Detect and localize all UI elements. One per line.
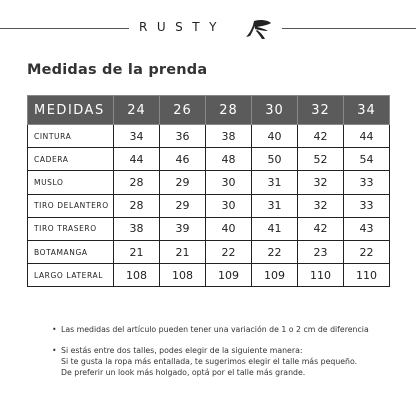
brand-name: RUSTY	[139, 20, 226, 34]
table-header-row	[28, 96, 390, 125]
table-cell: 21	[160, 240, 206, 263]
table-cell: 110	[344, 264, 390, 287]
row-label: MUSLO	[28, 171, 114, 194]
table-header-cell: 24	[114, 96, 160, 125]
table-cell: 22	[344, 240, 390, 263]
table-row	[28, 217, 390, 240]
size-chart-table	[27, 95, 390, 287]
table-cell: 42	[298, 217, 344, 240]
notes-section	[52, 324, 412, 388]
rusty-r-logo-icon	[244, 17, 274, 41]
row-label: CINTURA	[28, 125, 114, 148]
row-label: TIRO TRASERO	[28, 217, 114, 240]
table-row	[28, 148, 390, 171]
table-cell: 39	[160, 217, 206, 240]
table-cell: 48	[206, 148, 252, 171]
table-cell: 31	[252, 194, 298, 217]
table-header-cell: 32	[298, 96, 344, 125]
note-line: Las medidas del artículo pueden tener una variación de 1 o 2 cm de diferencia	[61, 325, 369, 334]
table-header-cell: 30	[252, 96, 298, 125]
table-cell: 40	[252, 125, 298, 148]
note-line: De preferir un look más holgado, optá por el talle más grande.	[61, 368, 306, 377]
table-cell: 32	[298, 194, 344, 217]
table-cell: 41	[252, 217, 298, 240]
table-header-cell: MEDIDAS	[28, 96, 114, 125]
table-cell: 31	[252, 171, 298, 194]
table-cell: 50	[252, 148, 298, 171]
table-cell: 44	[114, 148, 160, 171]
table-cell: 30	[206, 171, 252, 194]
row-label: CADERA	[28, 148, 114, 171]
table-row	[28, 171, 390, 194]
table-cell: 34	[114, 125, 160, 148]
table-cell: 54	[344, 148, 390, 171]
table-row	[28, 125, 390, 148]
note-item	[52, 345, 412, 378]
table-cell: 52	[298, 148, 344, 171]
table-cell: 109	[206, 264, 252, 287]
table-cell: 33	[344, 171, 390, 194]
table-cell: 108	[160, 264, 206, 287]
table-row	[28, 264, 390, 287]
table-cell: 38	[114, 217, 160, 240]
brand-divider-right	[282, 28, 416, 29]
table-row	[28, 194, 390, 217]
table-cell: 22	[252, 240, 298, 263]
table-cell: 22	[206, 240, 252, 263]
table-cell: 40	[206, 217, 252, 240]
table-cell: 109	[252, 264, 298, 287]
table-cell: 32	[298, 171, 344, 194]
table-header-cell: 34	[344, 96, 390, 125]
table-cell: 43	[344, 217, 390, 240]
brand-divider-left	[0, 28, 129, 29]
page-title: Medidas de la prenda	[27, 62, 208, 78]
note-line: Si estás entre dos talles, podes elegir de la siguiente manera:	[61, 346, 303, 355]
table-cell: 110	[298, 264, 344, 287]
table-cell: 30	[206, 194, 252, 217]
bullet-icon: •	[52, 346, 57, 355]
table-cell: 42	[298, 125, 344, 148]
table-header-cell: 28	[206, 96, 252, 125]
table-cell: 23	[298, 240, 344, 263]
table-cell: 46	[160, 148, 206, 171]
table-cell: 108	[114, 264, 160, 287]
brand-bar	[0, 17, 416, 41]
table-cell: 44	[344, 125, 390, 148]
row-label: BOTAMANGA	[28, 240, 114, 263]
table-row	[28, 240, 390, 263]
table-cell: 33	[344, 194, 390, 217]
table-cell: 36	[160, 125, 206, 148]
row-label: LARGO LATERAL	[28, 264, 114, 287]
note-item	[52, 324, 412, 335]
table-cell: 29	[160, 194, 206, 217]
row-label: TIRO DELANTERO	[28, 194, 114, 217]
table-cell: 29	[160, 171, 206, 194]
table-cell: 28	[114, 171, 160, 194]
table-cell: 28	[114, 194, 160, 217]
bullet-icon: •	[52, 325, 57, 334]
note-line: Si te gusta la ropa más entallada, te sugerimos elegir el talle más pequeño.	[61, 357, 358, 366]
table-cell: 38	[206, 125, 252, 148]
table-header-cell: 26	[160, 96, 206, 125]
table-cell: 21	[114, 240, 160, 263]
